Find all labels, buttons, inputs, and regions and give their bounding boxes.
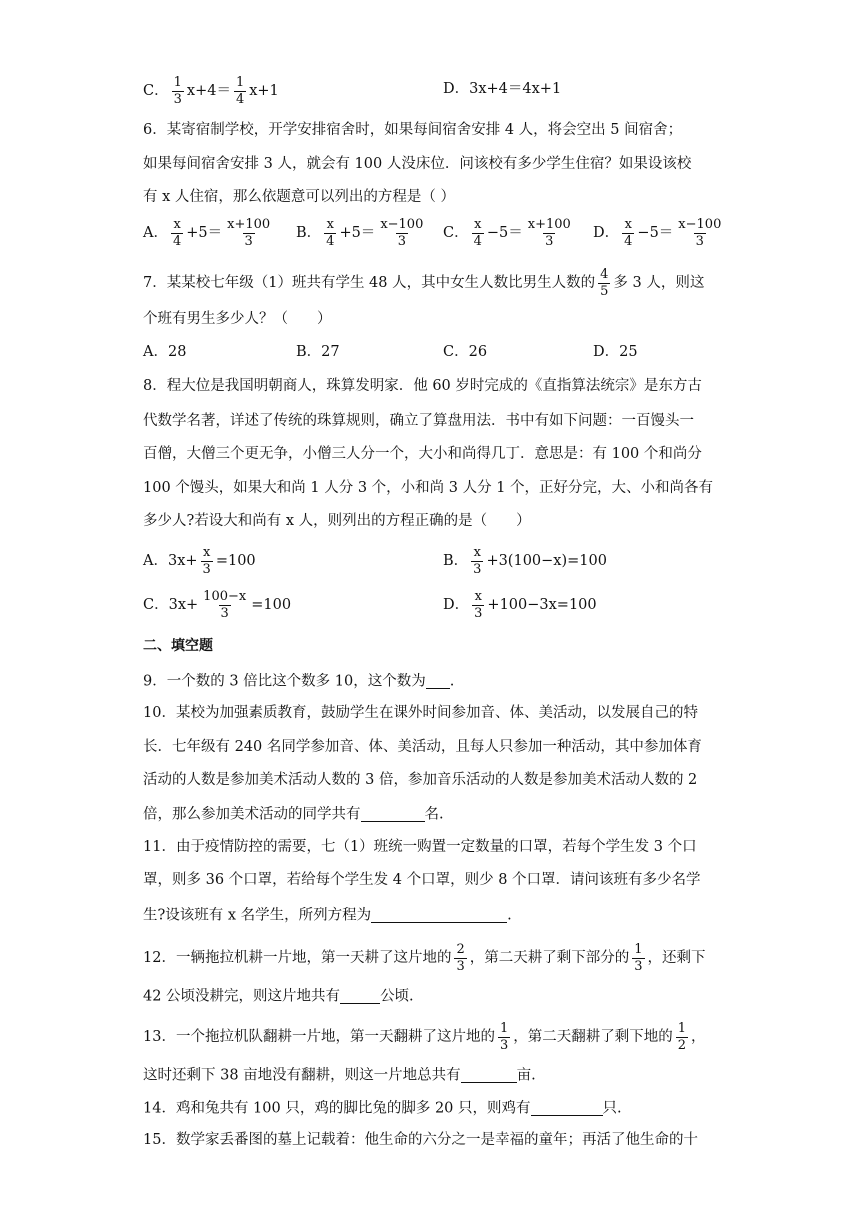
fraction: $\frac{x}{3}$ [473,545,482,577]
q11-line2: 罩，则多 36 个口罩，若给每个学生发 4 个口罩，则少 8 个口罩．请问该班有多少名学 [143,872,701,888]
q7-line2: 个班有男生多少人？（ ） [143,311,332,327]
fraction: $\frac{2}{3}$ [456,942,465,974]
q6-line2: 如果每间宿舍安排 3 人，就会有 100 人没床位．问该校有多少学生住宿？如果设该校 [143,156,692,172]
q9: 9．一个数的 3 倍比这个数多 10，这个数为 . [143,673,455,690]
q6-option-d: D． $\frac{x}{4}$ −5＝ $\frac{x-100}{3}$ [593,217,722,249]
q12-line2: 42 公顷没耕完，则这片地共有 公顷. [143,988,414,1005]
q7-option-a: A．28 [143,344,187,360]
fraction: $\frac{x}{3}$ [474,589,483,621]
q8-line1: 8．程大位是我国明朝商人，珠算发明家．他 60 岁时完成的《直指算法统宗》是东方古 [143,378,702,394]
q10-line2: 长．七年级有 240 名同学参加音、体、美活动，且每人只参加一种活动，其中参加体育 [143,739,702,755]
q6-line1: 6．某寄宿制学校，开学安排宿舍时，如果每间宿舍安排 4 人，将会空出 5 间宿舍； [143,122,683,138]
answer-blank[interactable] [531,1100,603,1116]
fraction: $\frac{x}{4}$ [172,217,182,249]
q7-option-c: C．26 [443,344,488,360]
fraction: $\frac{x}{4}$ [326,217,335,249]
q5-option-d: D．3x+4＝4x+1 [443,81,562,97]
answer-blank[interactable] [371,907,507,923]
q13-line2: 这时还剩下 38 亩地没有翻耕，则这一片地总共有 亩. [143,1067,536,1084]
q8-line3: 百僧，大僧三个更无争，小僧三人分一个，大小和尚得几丁．意思是：有 100 个和尚分 [143,446,702,462]
fraction: $\frac{x}{4}$ [473,217,482,249]
fraction: $\frac{x}{4}$ [624,217,633,249]
answer-blank[interactable] [426,673,450,689]
q11-line3: 生?设该班有 x 名学生，所列方程为 . [143,907,512,924]
q11-line1: 11．由于疫情防控的需要，七（1）班统一购置一定数量的口罩，若每个学生发 3 个口 [143,839,697,855]
fraction: $\frac{1}{3}$ [499,1021,509,1053]
q6-line3: 有 x 人住宿，那么依题意可以列出的方程是（ ） [143,189,456,205]
q7-option-b: B．27 [296,344,340,360]
q10-line4: 倍，那么参加美术活动的同学共有 名. [143,806,444,823]
fraction: $\frac{x}{3}$ [202,545,211,577]
fraction: $\frac{4}{5}$ [600,267,609,299]
q8-option-b: B． $\frac{x}{3}$ +3(100−x)=100 [443,545,607,577]
q13-line1: 13．一个拖拉机队翻耕一片地，第一天翻耕了这片地的 $\frac{1}{3}$ ，第二天翻耕了剩下地的 $\frac{1}{2}$ ， [143,1021,706,1053]
q5-option-c: C． $\frac{1}{3}$ x+4＝ $\frac{1}{4}$ x+1 [143,75,279,107]
q10-line1: 10．某校为加强素质教育，鼓励学生在课外时间参加音、体、美活动，以发展自己的特 [143,705,698,721]
q8-option-c: C．3x+ $\frac{100-x}{3}$ =100 [143,589,292,621]
q8-line5: 多少人?若设大和尚有 x 人，则列出的方程正确的是（ ） [143,513,531,529]
q8-line4: 100 个馒头，如果大和尚 1 人分 3 个，小和尚 3 人分 1 个，正好分完，大、小和尚各有 [143,480,714,496]
fraction: $\frac{1}{2}$ [677,1021,687,1053]
q6-option-b: B． $\frac{x}{4}$ +5＝ $\frac{x-100}{3}$ [296,217,424,249]
q8-line2: 代数学名著，详述了传统的珠算规则，确立了算盘用法．书中有如下问题：一百馒头一 [143,413,694,429]
fraction: $\frac{x-100}{3}$ [380,217,424,249]
fraction: $\frac{100-x}{3}$ [203,589,247,621]
fraction: $\frac{x-100}{3}$ [678,217,722,249]
fraction: $\frac{1}{3}$ [634,942,643,974]
q7-option-d: D．25 [593,344,638,360]
answer-blank[interactable] [340,988,380,1004]
q7-line1: 7．某某校七年级（1）班共有学生 48 人，其中女生人数比男生人数的 $\frac{4}{5}$ 多 3 人，则这 [143,267,705,299]
q8-option-d: D． $\frac{x}{3}$ +100−3x=100 [443,589,597,621]
fraction: $\frac{1}{4}$ [235,75,245,107]
q15-line1: 15．数学家丢番图的墓上记载着：他生命的六分之一是幸福的童年；再活了他生命的十 [143,1132,698,1148]
q6-option-a: A． $\frac{x}{4}$ +5＝ $\frac{x+100}{3}$ [143,217,271,249]
fraction: $\frac{x+100}{3}$ [227,217,271,249]
section-heading: 二、填空题 [143,638,213,654]
q6-option-c: C． $\frac{x}{4}$ −5＝ $\frac{x+100}{3}$ [443,217,571,249]
q14: 14．鸡和兔共有 100 只，鸡的脚比兔的脚多 20 只，则鸡有 只. [143,1100,622,1117]
q10-line3: 活动的人数是参加美术活动人数的 3 倍，参加音乐活动的人数是参加美术活动人数的 2 [143,772,698,788]
answer-blank[interactable] [461,1067,517,1083]
q12-line1: 12．一辆拖拉机耕一片地，第一天耕了这片地的 $\frac{2}{3}$ ，第二天耕了剩下部分的 $\frac{1}{3}$ ，还剩下 [143,942,706,974]
answer-blank[interactable] [361,806,425,822]
q8-option-a: A．3x+ $\frac{x}{3}$ =100 [143,545,256,577]
fraction: $\frac{x+100}{3}$ [527,217,571,249]
fraction: $\frac{1}{3}$ [173,75,182,107]
